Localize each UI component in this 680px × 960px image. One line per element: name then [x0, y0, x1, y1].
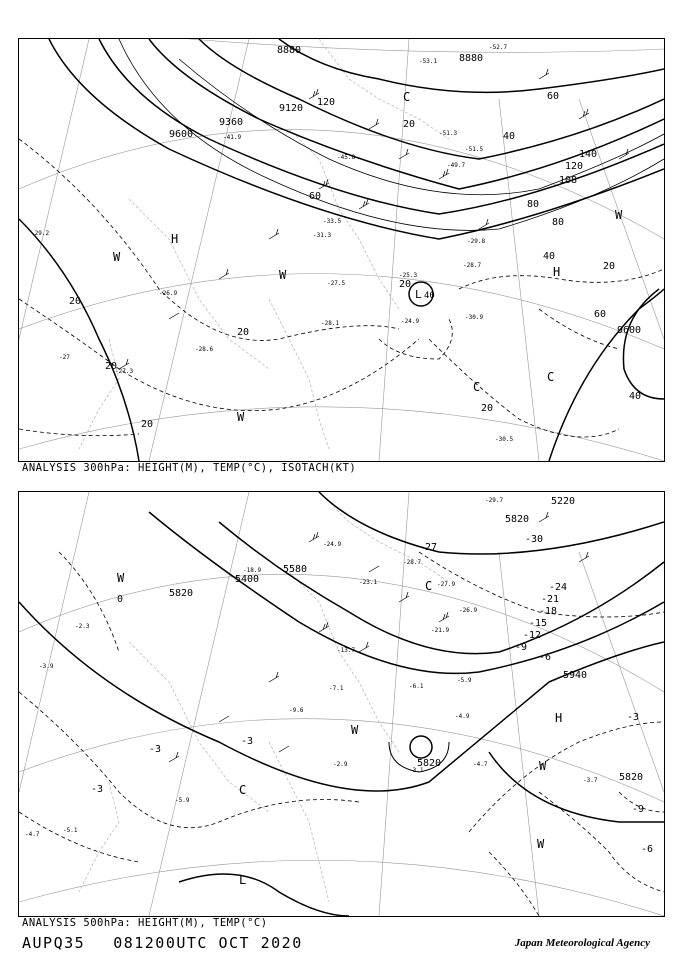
temp-sample: -28.6 [195, 346, 214, 353]
bottom-panel-caption: ANALYSIS 500hPa: HEIGHT(M), TEMP(°C) [22, 917, 268, 929]
temp-sample: -29.7 [485, 497, 504, 504]
coastlines [79, 492, 449, 902]
warm-marker: W [615, 208, 623, 222]
warm-marker: W [113, 250, 121, 264]
isotach-label: 20 [237, 327, 250, 338]
isotach-label: 20 [105, 361, 118, 372]
isotherms [19, 552, 664, 916]
temp-sample: -29.2 [31, 230, 50, 237]
temp-sample: -6.1 [409, 683, 424, 690]
isotach-labels [69, 91, 641, 430]
low-center-ring [410, 736, 432, 758]
isotach-label: 60 [594, 309, 607, 320]
cold-marker: C [403, 90, 411, 104]
isotach-label: 20 [141, 419, 154, 430]
height-label: 9600 [169, 129, 194, 140]
agency-name: Japan Meteorological Agency [514, 937, 650, 949]
height-label: 5820 [169, 588, 194, 599]
isotach-label: 108 [559, 175, 578, 186]
isotach-label: 40 [503, 131, 516, 142]
temp-contour-label: -24 [549, 582, 568, 593]
height-label: 5820 [505, 514, 530, 525]
chart-footer [22, 934, 331, 952]
high-center-marker: H [553, 265, 561, 279]
temp-sample: -18.9 [243, 567, 262, 574]
map-500hpa [18, 491, 665, 917]
warm-marker: W [539, 759, 547, 773]
temp-contour-label: -6 [539, 652, 552, 663]
temp-sample: -28.7 [463, 262, 482, 269]
temp-sample: -30.9 [465, 314, 484, 321]
temp-contour-label: -3 [627, 712, 640, 723]
map-300hpa-svg [19, 39, 664, 461]
isotach-label: 120 [317, 97, 336, 108]
temp-sample: -3.1 [409, 767, 424, 774]
temp-sample: -29.8 [467, 238, 486, 245]
temp-sample: -4.7 [25, 831, 40, 838]
temp-contour-label: -6 [641, 844, 654, 855]
height-label: 5580 [283, 564, 308, 575]
isotach-label: 120 [565, 161, 584, 172]
temp-sample: -25.3 [399, 272, 418, 279]
height-label: 9360 [219, 117, 244, 128]
temp-sample: -24.9 [401, 318, 420, 325]
height-label: 5820 [619, 772, 644, 783]
temp-sample: -3.7 [583, 777, 598, 784]
temp-contour-label: 0 [117, 594, 124, 605]
temp-contour-label: -3 [149, 744, 162, 755]
temp-sample: -27 [59, 354, 70, 361]
height-label: 8880 [277, 45, 302, 56]
temp-sample: -52.7 [489, 44, 508, 51]
cold-marker: C [239, 783, 247, 797]
isotach-label: 20 [603, 261, 616, 272]
height-contours [19, 492, 664, 916]
center-value: 40 [424, 291, 435, 301]
temp-sample: -21.9 [431, 627, 450, 634]
temp-sample: -24.9 [323, 541, 342, 548]
map-300hpa [18, 38, 665, 462]
cold-marker: C [425, 579, 433, 593]
temp-sample: -3.9 [39, 663, 54, 670]
cold-marker: C [473, 380, 481, 394]
isotach-label: 20 [399, 279, 412, 290]
temp-sample: -2.9 [333, 761, 348, 768]
valid-time: 081200UTC OCT 2020 [113, 934, 303, 952]
temp-sample: -5.1 [63, 827, 78, 834]
temp-sample: -7.1 [329, 685, 344, 692]
temp-contour-label: -27 [419, 542, 438, 553]
temp-sample: -26.9 [159, 290, 178, 297]
isotach-label: 60 [547, 91, 560, 102]
temp-sample: -4.9 [455, 713, 470, 720]
chart-id: AUPQ35 [22, 934, 86, 952]
temp-sample: -23.1 [359, 579, 378, 586]
temp-sample: -51.3 [439, 130, 458, 137]
temp-contour-label: -15 [529, 618, 548, 629]
temp-sample: -2.3 [75, 623, 90, 630]
top-panel-caption: ANALYSIS 300hPa: HEIGHT(M), TEMP(°C), ISOTACH(KT) [22, 462, 357, 474]
height-label: 5820 [417, 758, 442, 769]
temp-sample: -28.1 [321, 320, 340, 327]
temp-contour-label: -3 [91, 784, 104, 795]
temp-sample: -49.7 [447, 162, 466, 169]
warm-marker: W [279, 268, 287, 282]
isotach-label: 40 [543, 251, 556, 262]
temp-contour-label: -21 [541, 594, 560, 605]
temp-sample: -53.1 [419, 58, 438, 65]
warm-marker: W [351, 723, 359, 737]
warm-marker: W [117, 571, 125, 585]
height-label: 9120 [279, 103, 304, 114]
temp-sample: -5.9 [175, 797, 190, 804]
temp-sample: -27.5 [327, 280, 346, 287]
high-center-marker: H [171, 232, 179, 246]
low-center-marker: L [239, 873, 247, 887]
warm-marker: W [537, 837, 545, 851]
coastlines [79, 39, 449, 449]
isotach-label: 20 [481, 403, 494, 414]
temp-sample: -33.5 [323, 218, 342, 225]
temp-sample: -41.9 [223, 134, 242, 141]
temp-sample: -30.5 [495, 436, 514, 443]
temp-sample: -13.7 [337, 647, 356, 654]
temp-sample: -9.6 [289, 707, 304, 714]
warm-marker: W [237, 410, 245, 424]
temp-contour-label: -30 [525, 534, 544, 545]
isotach-label: 80 [552, 217, 565, 228]
isotach-label: 140 [579, 149, 598, 160]
temp-contour-label: -3 [241, 736, 254, 747]
height-label: 5940 [563, 670, 588, 681]
temp-sample: -45.8 [337, 154, 356, 161]
temp-sample: -5.9 [457, 677, 472, 684]
cold-marker: C [547, 370, 555, 384]
pressure-centers [117, 571, 562, 887]
high-center-marker: H [555, 711, 563, 725]
temp-contour-label: -18 [539, 606, 558, 617]
height-label: 5400 [235, 574, 260, 585]
temp-sample: -28.7 [403, 559, 422, 566]
height-label: 9600 [617, 325, 642, 336]
isotach-label: 20 [69, 296, 82, 307]
temp-contour-label: -9 [515, 642, 528, 653]
height-labels [169, 45, 641, 336]
temp-contour-label: -9 [632, 804, 645, 815]
isotach-label: 40 [629, 391, 642, 402]
isotach-label: 80 [527, 199, 540, 210]
temp-sample: -31.3 [313, 232, 332, 239]
temp-sample: -4.7 [473, 761, 488, 768]
temp-sample: -27.3 [115, 368, 134, 375]
map-500hpa-svg [19, 492, 664, 916]
temp-sample: -27.9 [437, 581, 456, 588]
height-label: 8880 [459, 53, 484, 64]
temp-sample: -51.5 [465, 146, 484, 153]
height-label: 5220 [551, 496, 576, 507]
low-center-marker: L [415, 288, 422, 301]
temp-sample: -26.9 [459, 607, 478, 614]
latlon-grid [19, 492, 664, 916]
isotach-label: 20 [403, 119, 416, 130]
temp-contour-label: -12 [523, 630, 542, 641]
isotach-label: 60 [309, 191, 322, 202]
